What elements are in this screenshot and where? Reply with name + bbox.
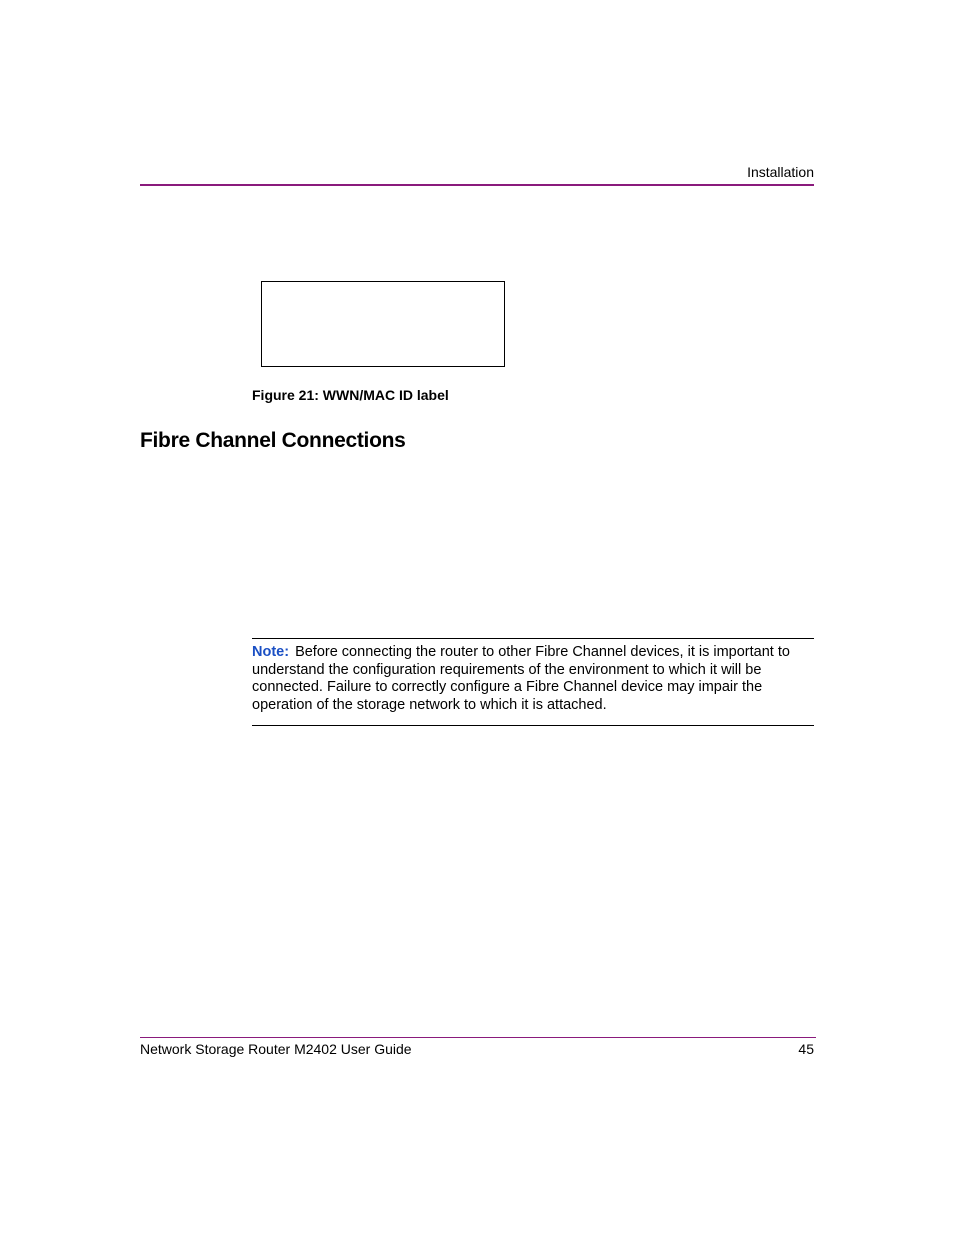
note-rule-bottom (252, 725, 814, 726)
figure-placeholder-box (261, 281, 505, 367)
section-heading: Fibre Channel Connections (140, 429, 406, 452)
footer-rule (140, 1037, 816, 1038)
header-section-title: Installation (747, 164, 814, 180)
note-text (252, 644, 812, 714)
footer-page-number: 45 (798, 1041, 814, 1057)
footer-document-title: Network Storage Router M2402 User Guide (140, 1041, 412, 1057)
note-body: Before connecting the router to other Fibre Channel devices, it is important to understand the configuration requirements of the environment to which it will be connected. Failure to correctly configure a Fibre Channel device may impair the operation of the storage network to which it is attached. (252, 644, 790, 713)
note-rule-top (252, 638, 814, 639)
header-rule (140, 184, 814, 186)
note-label: Note: (252, 644, 290, 660)
figure-caption: Figure 21: WWN/MAC ID label (252, 387, 449, 403)
